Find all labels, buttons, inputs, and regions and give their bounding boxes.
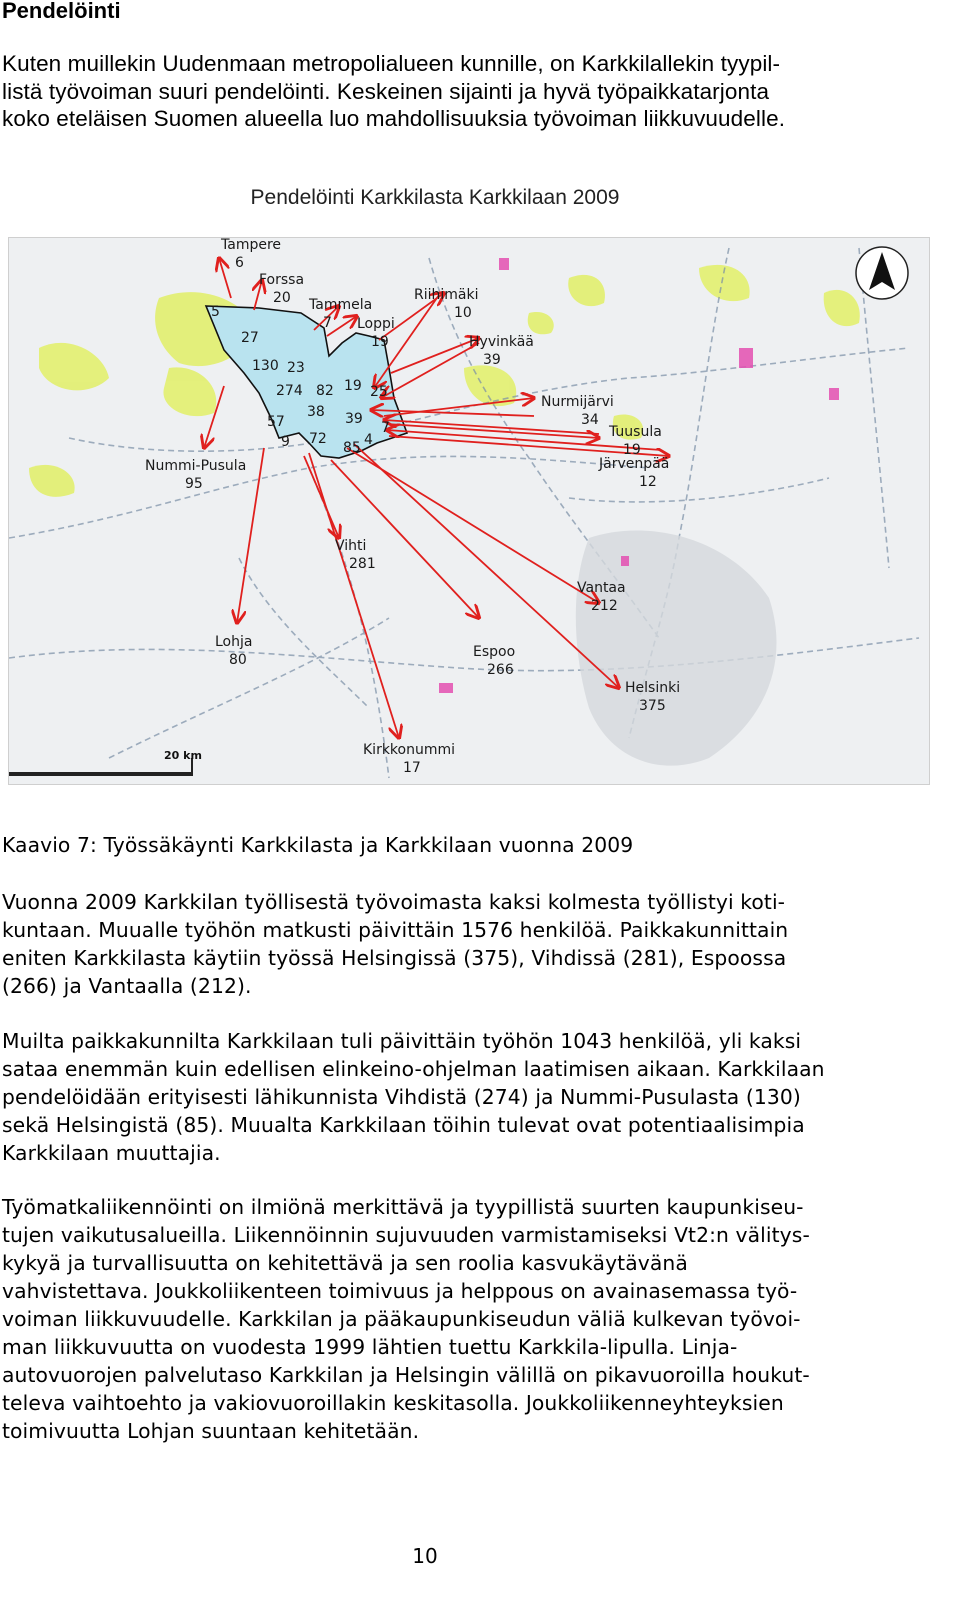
map-title: Pendelöinti Karkkilasta Karkkilaan 2009 <box>250 186 620 209</box>
text-line: pendelöidään erityisesti lähikunnista Vihdistä (274) ja Nummi-Pusulasta (130) <box>2 1085 801 1109</box>
text-line: televa vaihtoehto ja vakiovuoroillakin keskitasolla. Joukkoliikenneyhteyksien <box>2 1391 784 1415</box>
inbound-count-label: 72 <box>309 431 327 447</box>
inbound-count-label: 85 <box>343 440 361 456</box>
north-arrow-icon <box>856 247 908 299</box>
text-line: sataa enemmän kuin edellisen elinkeino-ohjelman laatimisen aikaan. Karkkilaan <box>2 1057 825 1081</box>
destination-count-helsinki: 375 <box>639 698 666 714</box>
text-line: kuntaan. Muualle työhön matkusti päivittäin 1576 henkilöä. Paikkakunnittain <box>2 918 789 942</box>
inbound-count-label: 38 <box>307 404 325 420</box>
text-line: Kuten muillekin Uudenmaan metropolialueen kunnille, on Karkkilallekin tyypil- <box>2 51 781 76</box>
destination-count-tampere: 6 <box>235 255 244 271</box>
text-line: Muilta paikkakunnilta Karkkilaan tuli päivittäin työhön 1043 henkilöä, yli kaksi <box>2 1029 802 1053</box>
text-line: autovuorojen palvelutaso Karkkilan ja Helsingin välillä on pikavuoroilla houkut- <box>2 1363 810 1387</box>
destination-name-loppi: Loppi <box>357 316 395 332</box>
paragraph-1 <box>2 888 952 1000</box>
inbound-count-label: 9 <box>281 434 290 450</box>
destination-count-nummi-pusula: 95 <box>185 476 203 492</box>
scale-label: 20 km <box>164 749 202 762</box>
text-line: Vuonna 2009 Karkkilan työllisestä työvoimasta kaksi kolmesta työllistyi koti- <box>2 890 786 914</box>
page-heading: Pendelöinti <box>2 0 121 23</box>
destination-name-helsinki: Helsinki <box>625 680 681 696</box>
destination-count-riihim-ki: 10 <box>454 305 472 321</box>
destination-name-nummi-pusula: Nummi-Pusula <box>145 458 247 474</box>
commuting-map <box>8 237 930 785</box>
inbound-count-label: 274 <box>276 383 303 399</box>
text-line: eniten Karkkilasta käytiin työssä Helsingissä (375), Vihdissä (281), Espoossa <box>2 946 787 970</box>
destination-name-tuusula: Tuusula <box>609 424 662 440</box>
inbound-count-label: 82 <box>316 383 334 399</box>
text-line: toimivuutta Lohjan suuntaan kehitetään. <box>2 1419 420 1443</box>
inbound-count-label: 7 <box>381 420 390 436</box>
destination-name-j-rvenp-: Järvenpää <box>599 456 670 472</box>
destination-count-vihti: 281 <box>349 556 376 572</box>
destination-count-lohja: 80 <box>229 652 247 668</box>
inbound-count-label: 130 <box>252 358 279 374</box>
paragraph-3 <box>2 1193 952 1445</box>
text-line: vahvistettava. Joukkoliikenteen toimivuus ja helppous on avainasemassa työ- <box>2 1279 798 1303</box>
destination-name-vihti: Vihti <box>335 538 367 554</box>
text-line: kykyä ja turvallisuutta on kehitettävä ja sen roolia kasvukäytävänä <box>2 1251 688 1275</box>
inbound-count-label: 5 <box>211 304 220 320</box>
destination-count-nurmij-rvi: 34 <box>581 412 599 428</box>
destination-name-espoo: Espoo <box>473 644 516 660</box>
destination-count-tammela: 7 <box>323 315 332 331</box>
destination-count-tuusula: 19 <box>623 442 641 458</box>
destination-name-riihim-ki: Riihimäki <box>414 287 479 303</box>
destination-name-forssa: Forssa <box>259 272 305 288</box>
inbound-count-label: 27 <box>241 330 259 346</box>
destination-name-nurmij-rvi: Nurmijärvi <box>541 394 614 410</box>
destination-count-vantaa: 212 <box>591 598 618 614</box>
destination-name-tammela: Tammela <box>309 297 373 313</box>
text-line: man liikkuvuutta on vuodesta 1999 lähtien tuettu Karkkila-lipulla. Linja- <box>2 1335 738 1359</box>
destination-count-kirkkonummi: 17 <box>403 760 421 776</box>
text-line: koko eteläisen Suomen alueella luo mahdollisuuksia työvoiman liikkuvuudelle. <box>2 106 786 131</box>
inbound-count-label: 4 <box>364 432 373 448</box>
destination-count-hyvink-: 39 <box>483 352 501 368</box>
inbound-count-label: 25 <box>370 384 388 400</box>
destination-name-vantaa: Vantaa <box>577 580 626 596</box>
destination-count-loppi: 19 <box>371 334 389 350</box>
destination-name-hyvink-: Hyvinkää <box>469 334 534 350</box>
text-line: voiman liikkuvuudelle. Karkkilan ja pääkaupunkiseudun väliä kulkevan työvoi- <box>2 1307 801 1331</box>
destination-count-espoo: 266 <box>487 662 514 678</box>
text-line: Karkkilaan muuttajia. <box>2 1141 221 1165</box>
intro-paragraph <box>2 50 952 133</box>
text-line: Työmatkaliikennöinti on ilmiönä merkittävä ja tyypillistä suurten kaupunkiseu- <box>2 1195 804 1219</box>
inbound-count-label: 57 <box>267 414 285 430</box>
figure-caption: Kaavio 7: Työssäkäynti Karkkilasta ja Karkkilaan vuonna 2009 <box>2 833 634 857</box>
text-line: sekä Helsingistä (85). Muualta Karkkilaan töihin tulevat ovat potentiaalisimpia <box>2 1113 805 1137</box>
inbound-count-label: 19 <box>344 378 362 394</box>
text-line: tujen vaikutusalueilla. Liikennöinnin sujuvuuden varmistamiseksi Vt2:n välitys- <box>2 1223 810 1247</box>
destination-count-forssa: 20 <box>273 290 291 306</box>
paragraph-2 <box>2 1027 952 1167</box>
map-canvas <box>9 238 929 784</box>
page-number: 10 <box>412 1544 438 1568</box>
destination-count-j-rvenp-: 12 <box>639 474 657 490</box>
inbound-count-label: 23 <box>287 360 305 376</box>
destination-name-tampere: Tampere <box>221 238 282 253</box>
inbound-count-label: 39 <box>345 411 363 427</box>
destination-name-kirkkonummi: Kirkkonummi <box>363 742 456 758</box>
text-line: (266) ja Vantaalla (212). <box>2 974 252 998</box>
text-line: listä työvoiman suuri pendelöinti. Keskeinen sijainti ja hyvä työpaikkatarjonta <box>2 78 770 104</box>
destination-name-lohja: Lohja <box>215 634 253 650</box>
